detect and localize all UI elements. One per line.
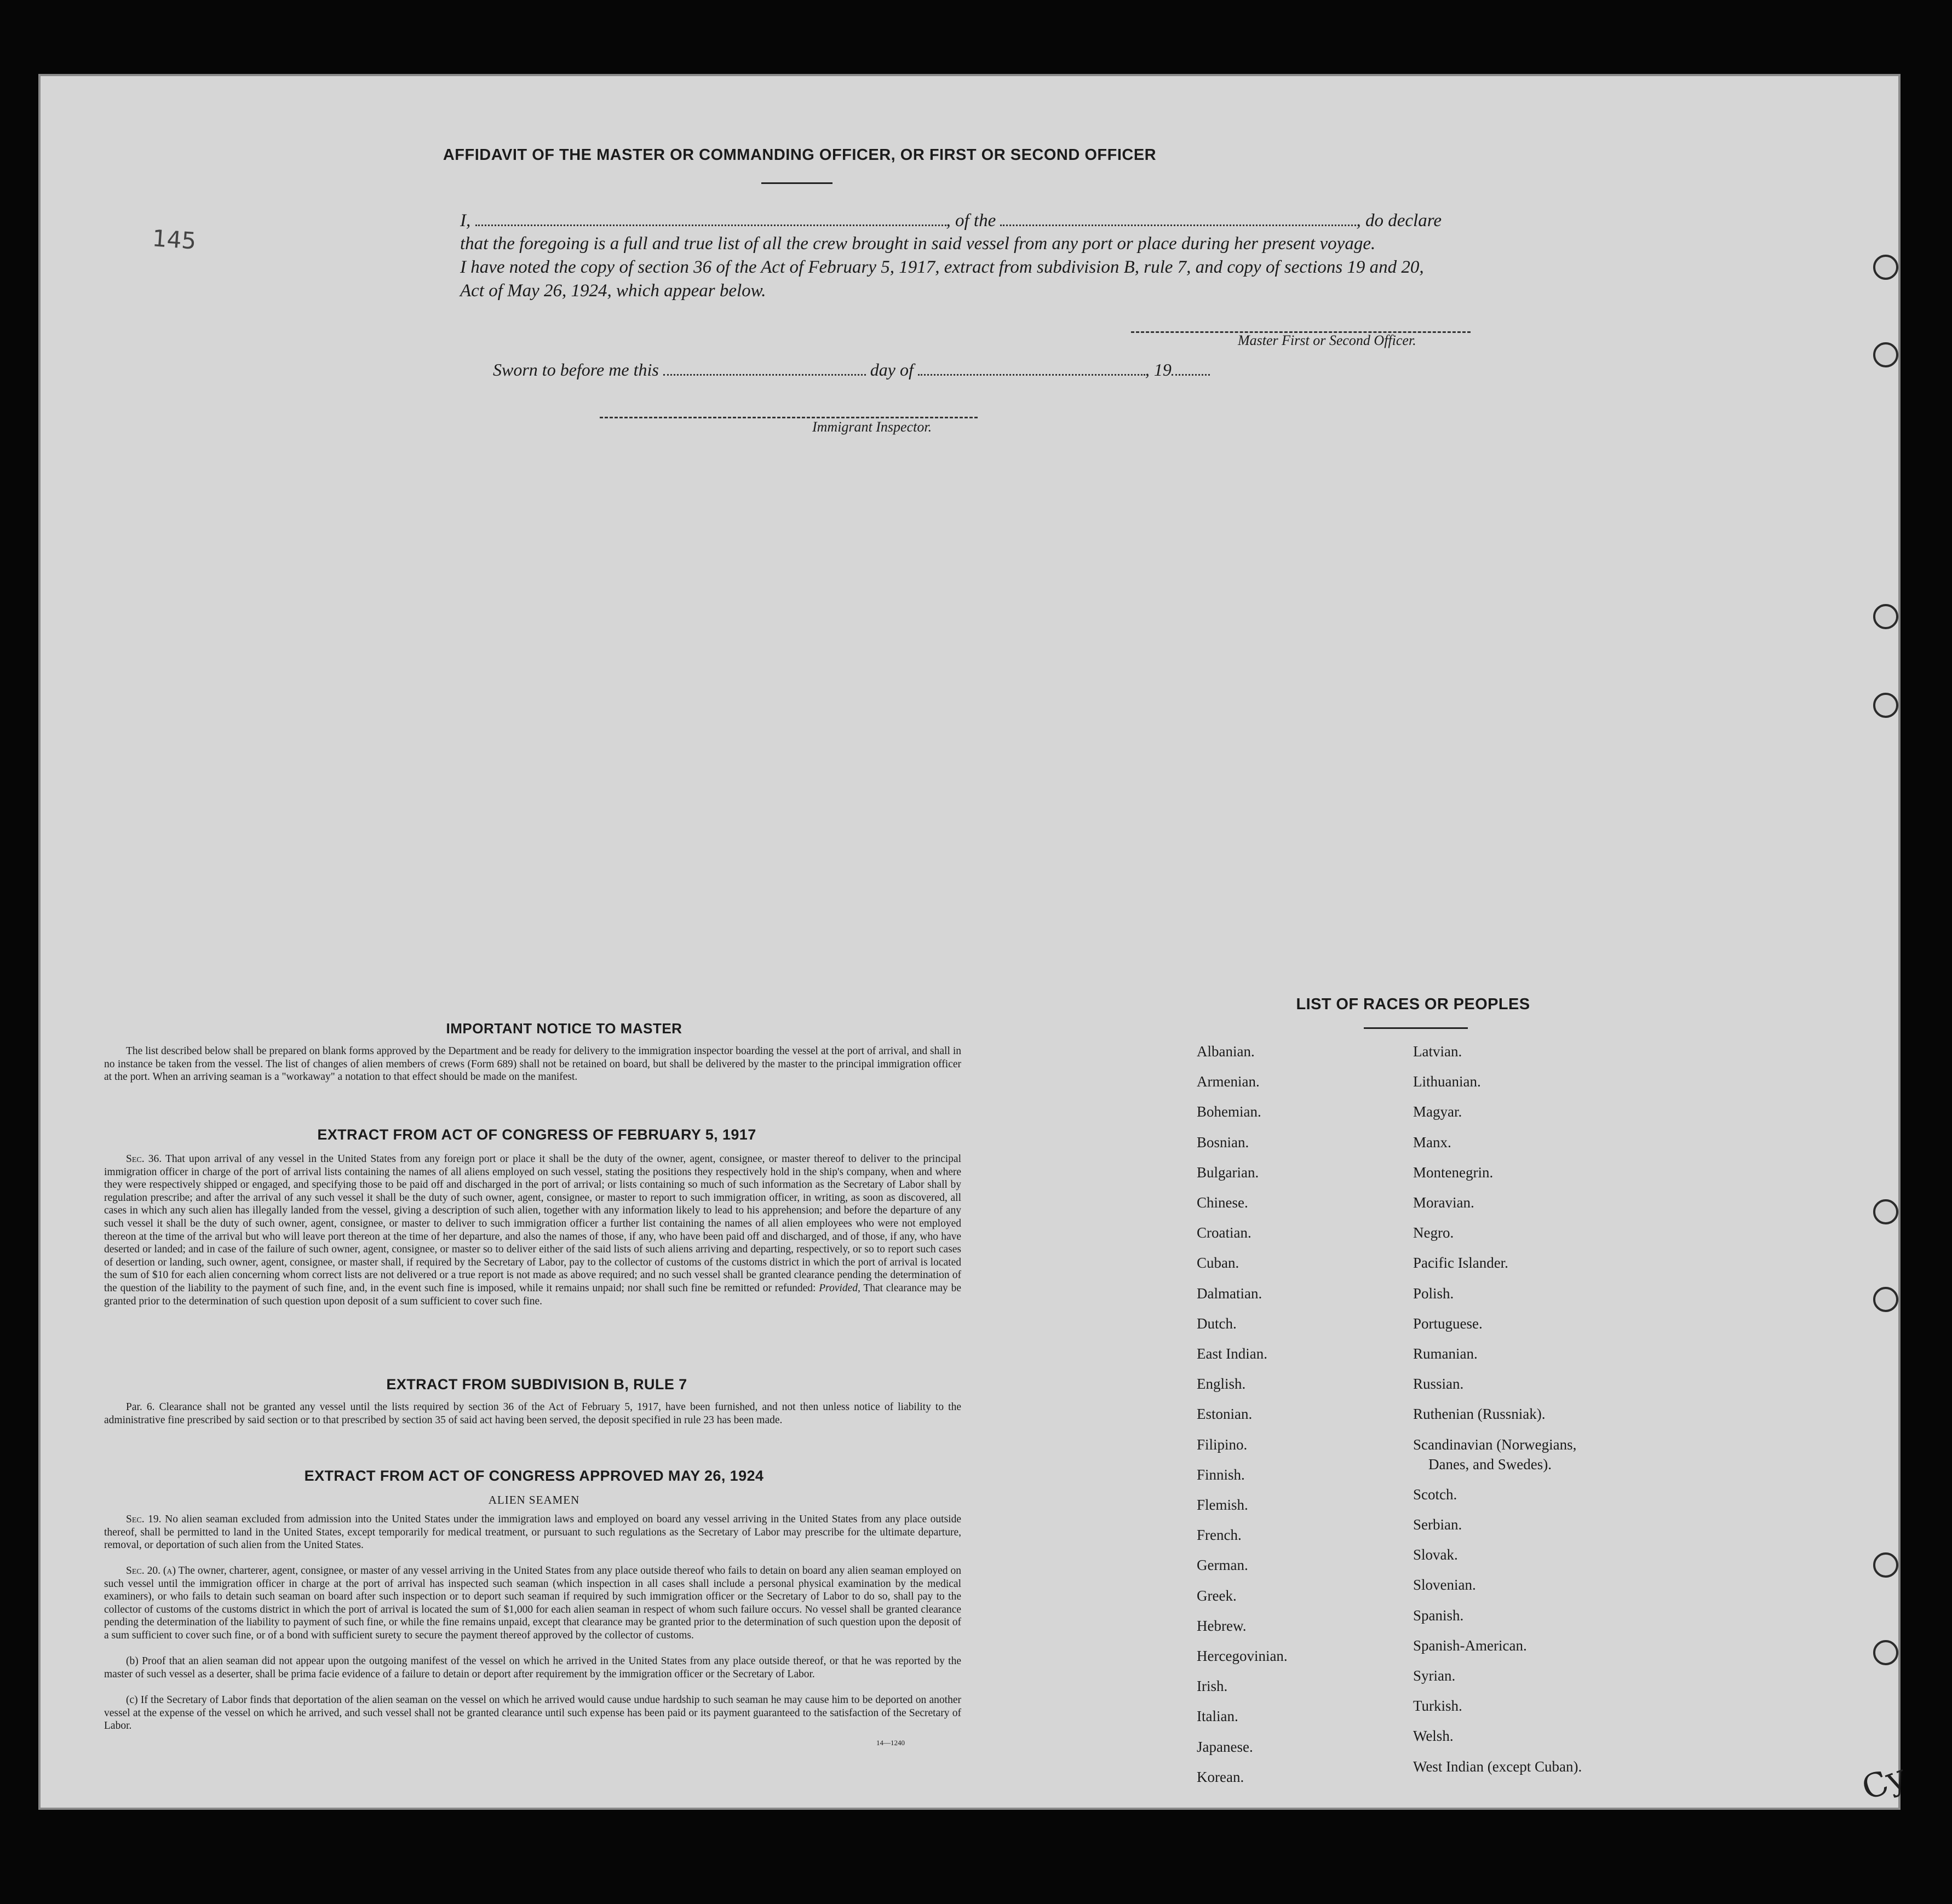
notice-title: IMPORTANT NOTICE TO MASTER (446, 1020, 682, 1037)
sec-20c-label: (c) (126, 1694, 138, 1706)
name-blank[interactable] (475, 224, 946, 226)
race-item: Finnish. (1197, 1466, 1245, 1483)
race-item: Syrian. (1413, 1667, 1456, 1684)
binding-hole (1873, 1287, 1898, 1312)
sec-20b-label: (b) (126, 1655, 139, 1667)
race-item: Korean. (1197, 1768, 1244, 1785)
document-sheet (38, 74, 1911, 1810)
sec-19-label: Sec. 19. (126, 1514, 162, 1525)
rule-7-text: Par. 6. Clearance shall not be granted any vessel until the lists required by section 36 of the Act of February 5, 1917, have been furnished, and not then unless notice of liability to the administrative fine prescribed by said section or to that prescribed by section 35 of said act having been served, the deposit specified in rule 23 has been made. (104, 1401, 961, 1426)
race-item: Spanish. (1413, 1607, 1464, 1624)
race-item: Scotch. (1413, 1486, 1457, 1503)
binding-hole (1873, 255, 1898, 280)
sec-36-body: That upon arrival of any vessel in the United States from any foreign port or place it shall be the duty of the owner, agent, consignee, or master thereof to deliver to the principal immigration officer in charge of the port of arrival lists containing the names of all aliens employed on such vessel, stating the positions they respectively hold in the ship's company, when and where they were respectively shipped or engaged, and specifying those to be paid off and discharged in the port of arrival; or lists containing so much of such information as the Secretary of Labor shall by regulation prescribe; and after the arrival of any such vessel it shall be the duty of such owner, agent, consignee, or master to report to such immigration officer, in writing, as soon as discovered, all cases in which any such alien has illegally landed from the vessel, giving a description of such alien, together with any information likely to lead to his apprehension; and before the departure of any such vessel it shall be the duty of such owner, agent, consignee, or master to deliver to such immigration officer a further list containing the names of all alien employees who were not employed thereon at the time of the arrival but who will leave port thereon at the time of her departure, and also the names of those, if any, who have been paid off and discharged, and of those, if any, who have deserted or landed; and in case of the failure of such owner, agent, consignee, or master so to deliver either of the said lists of such aliens arriving and departing, respectively, or so to report such cases of desertion or landing, such owner, agent, consignee, or master shall, if required by the Secretary of Labor, pay to the collector of customs of the customs district in which the port of arrival is located the sum of $10 for each alien concerning whom correct lists are not delivered or a true report is not made as above required; and no such vessel shall be granted clearance pending the determination of the question of the liability to the payment of such fine, and, in the event such fine is imposed, while it remains unpaid; nor shall such fine be remitted or refunded: (104, 1153, 961, 1294)
binding-hole (1873, 1552, 1898, 1578)
race-item: Croatian. (1197, 1224, 1251, 1241)
sworn-line (493, 360, 1210, 380)
binding-hole (1873, 1640, 1898, 1665)
sec-20a-body: The owner, charterer, agent, consignee, or master of any vessel arriving in the United States from any place outside thereof who fails to detain on board any alien seaman employed on such vessel until the immigration officer in charge at the port of arrival has inspected such seaman (which inspection in all cases shall include a personal physical examination by the medical examiners), or who fails to detain such seaman on board after such inspection or to deport such seaman if required by such immigration officer or the Secretary of Labor to do so, shall pay to the collector of customs of the customs district in which the port of arrival is located the sum of $1,000 for each alien seaman in respect of whom such failure occurs. No vessel shall be granted clearance pending the determination of the liability to payment of such fine, or while the fine remains unpaid, except that clearance may be granted prior to the determination of such question upon the deposit of a sum sufficient to cover such fine, or of a bond with sufficient surety to secure the payment thereof approved by the collector of customs. (104, 1565, 961, 1641)
binding-hole (1873, 342, 1898, 367)
race-item: Irish. (1197, 1678, 1228, 1695)
race-item: Negro. (1413, 1224, 1454, 1241)
race-item: Polish. (1413, 1285, 1454, 1302)
race-item: Filipino. (1197, 1436, 1248, 1453)
sec-20c-body: If the Secretary of Labor finds that deportation of the alien seaman on the vessel on which he arrived would cause undue hardship to such seaman he may cause him to be deported on another vessel at the expense of the vessel on which he arrived, and such vessel shall not be granted clearance until such expense has been paid or its payment guaranteed to the satisfaction of the Secretary of Labor. (104, 1694, 962, 1732)
inspector-signature-line[interactable] (600, 417, 978, 418)
race-item: Bohemian. (1197, 1103, 1261, 1120)
race-item: Japanese. (1197, 1738, 1253, 1755)
sworn-year-blank[interactable] (1172, 373, 1210, 376)
races-title: LIST OF RACES OR PEOPLES (1296, 996, 1530, 1013)
title-rule (761, 182, 833, 184)
race-item: Latvian. (1413, 1043, 1462, 1060)
affidavit-line-4: Act of May 26, 1924, which appear below. (460, 281, 766, 301)
race-item: Greek. (1197, 1587, 1237, 1604)
race-item: Bulgarian. (1197, 1164, 1259, 1181)
race-item: Slovenian. (1413, 1577, 1476, 1594)
race-item: Ruthenian (Russniak). (1413, 1406, 1546, 1423)
alien-seamen-subtitle: ALIEN SEAMEN (488, 1493, 580, 1506)
race-item: Italian. (1197, 1708, 1238, 1725)
race-item: Armenian. (1197, 1073, 1260, 1090)
sworn-month-blank[interactable] (918, 373, 1145, 376)
extract-1917-text (104, 1153, 961, 1308)
race-item: West Indian (except Cuban). (1413, 1758, 1582, 1775)
sec-20-label: Sec. 20. (a) (126, 1565, 176, 1577)
race-item: Dalmatian. (1197, 1285, 1262, 1302)
sworn-label: Sworn to before me this (493, 360, 659, 379)
binding-hole (1873, 1199, 1898, 1224)
affidavit-line-3: I have noted the copy of section 36 of the Act of February 5, 1917, extract from subdivision B, rule 7, and copy of sections 19 and 20, (460, 257, 1424, 277)
sec-36-end: That clearance may be granted prior to the determination of such question upon deposit of a sum sufficient to cover such fine. (104, 1282, 961, 1307)
race-item: Spanish-American. (1413, 1637, 1527, 1654)
year-label: , 19 (1145, 360, 1172, 379)
extract-1924-title: EXTRACT FROM ACT OF CONGRESS APPROVED MAY 26, 1924 (304, 1468, 764, 1484)
affidavit-line-2: that the foregoing is a full and true list of all the crew brought in said vessel from any port or place during her present voyage. (460, 234, 1376, 254)
day-of-label: day of (870, 360, 914, 379)
race-item: Flemish. (1197, 1497, 1248, 1513)
extract-1917-title: EXTRACT FROM ACT OF CONGRESS OF FEBRUARY 5, 1917 (317, 1126, 756, 1143)
corner-mark-pencil: Cy (1857, 1757, 1911, 1808)
affidavit-of-the: , of the (946, 211, 996, 231)
sec-20a-text (104, 1564, 961, 1642)
race-item: Danes, and Swedes). (1428, 1456, 1552, 1472)
binding-hole (1873, 604, 1898, 629)
binding-hole (1873, 693, 1898, 718)
race-item: Serbian. (1413, 1516, 1462, 1533)
race-item: East Indian. (1197, 1345, 1267, 1362)
sec-20c-text (104, 1694, 961, 1733)
race-item: Estonian. (1197, 1406, 1253, 1423)
race-item: Chinese. (1197, 1194, 1248, 1211)
race-item: Magyar. (1413, 1103, 1462, 1120)
race-item: Portuguese. (1413, 1315, 1483, 1332)
race-item: Lithuanian. (1413, 1073, 1481, 1090)
affidavit-declare: , do declare (1356, 211, 1442, 231)
race-item: Moravian. (1413, 1194, 1474, 1211)
race-item: Russian. (1413, 1376, 1464, 1393)
race-item: Turkish. (1413, 1698, 1462, 1715)
race-item: Hebrew. (1197, 1617, 1247, 1634)
sec-19-text (104, 1513, 961, 1552)
sec-20b-body: Proof that an alien seaman did not appear upon the outgoing manifest of the vessel on which he arrived in the United States from any place outside thereof, or that he was reported by the master of such vessel as a deserter, shall be prima facie evidence of a failure to detain or deport after requirement by the immigration officer or the Secretary of Labor. (104, 1655, 962, 1680)
race-item: English. (1197, 1376, 1246, 1393)
inspector-signature-label: Immigrant Inspector. (812, 419, 932, 435)
form-number: 14—1240 (876, 1739, 905, 1747)
race-item: German. (1197, 1557, 1248, 1574)
race-item: Albanian. (1197, 1043, 1255, 1060)
page-number-pencil: 145 (151, 225, 197, 255)
race-item: Pacific Islander. (1413, 1255, 1508, 1272)
sec-19-body: No alien seaman excluded from admission into the United States under the immigration laws and employed on board any vessel arriving in the United States from any place outside thereof, shall be permitted to land in the United States, except temporarily for medical treatment, or pursuant to such regulations as the Secretary of Labor may prescribe for the ultimate departure, removal, or deportation of such alien from the United States. (104, 1514, 962, 1551)
affidavit-title: AFFIDAVIT OF THE MASTER OR COMMANDING OFFICER, OR FIRST OR SECOND OFFICER (443, 146, 1157, 164)
sworn-day-blank[interactable] (663, 373, 866, 376)
race-item: Scandinavian (Norwegians, (1413, 1436, 1577, 1453)
sec-36-label: Sec. 36. (126, 1153, 162, 1165)
notice-text: The list described below shall be prepared on blank forms approved by the Department and be ready for delivery to the immigration inspector boarding the vessel at the port of arrival, and shall in no instance be taken from the vessel. The list of changes of alien members of crews (Form 689) shall not be retained on board, but shall be delivered by the master to the principal immigration officer at the port. When an arriving seaman is a "workaway" a notation to that effect should be made on the manifest. (104, 1045, 961, 1083)
race-item: Welsh. (1413, 1728, 1454, 1745)
race-item: Rumanian. (1413, 1345, 1478, 1362)
race-item: Manx. (1413, 1134, 1451, 1151)
race-item: Montenegrin. (1413, 1164, 1494, 1181)
affidavit-declaration-line (460, 211, 1442, 231)
race-item: Slovak. (1413, 1546, 1458, 1563)
master-signature-label: Master First or Second Officer. (1238, 332, 1416, 348)
affidavit-i: I, (460, 211, 471, 231)
provided-word: Provided, (819, 1282, 860, 1294)
race-item: French. (1197, 1527, 1242, 1544)
vessel-blank[interactable] (1000, 224, 1356, 226)
sec-20b-text (104, 1655, 961, 1681)
rule-7-title: EXTRACT FROM SUBDIVISION B, RULE 7 (386, 1376, 687, 1393)
race-item: Dutch. (1197, 1315, 1237, 1332)
race-item: Bosnian. (1197, 1134, 1249, 1151)
race-item: Hercegovinian. (1197, 1648, 1288, 1664)
race-item: Cuban. (1197, 1255, 1239, 1272)
races-title-rule (1364, 1027, 1468, 1029)
